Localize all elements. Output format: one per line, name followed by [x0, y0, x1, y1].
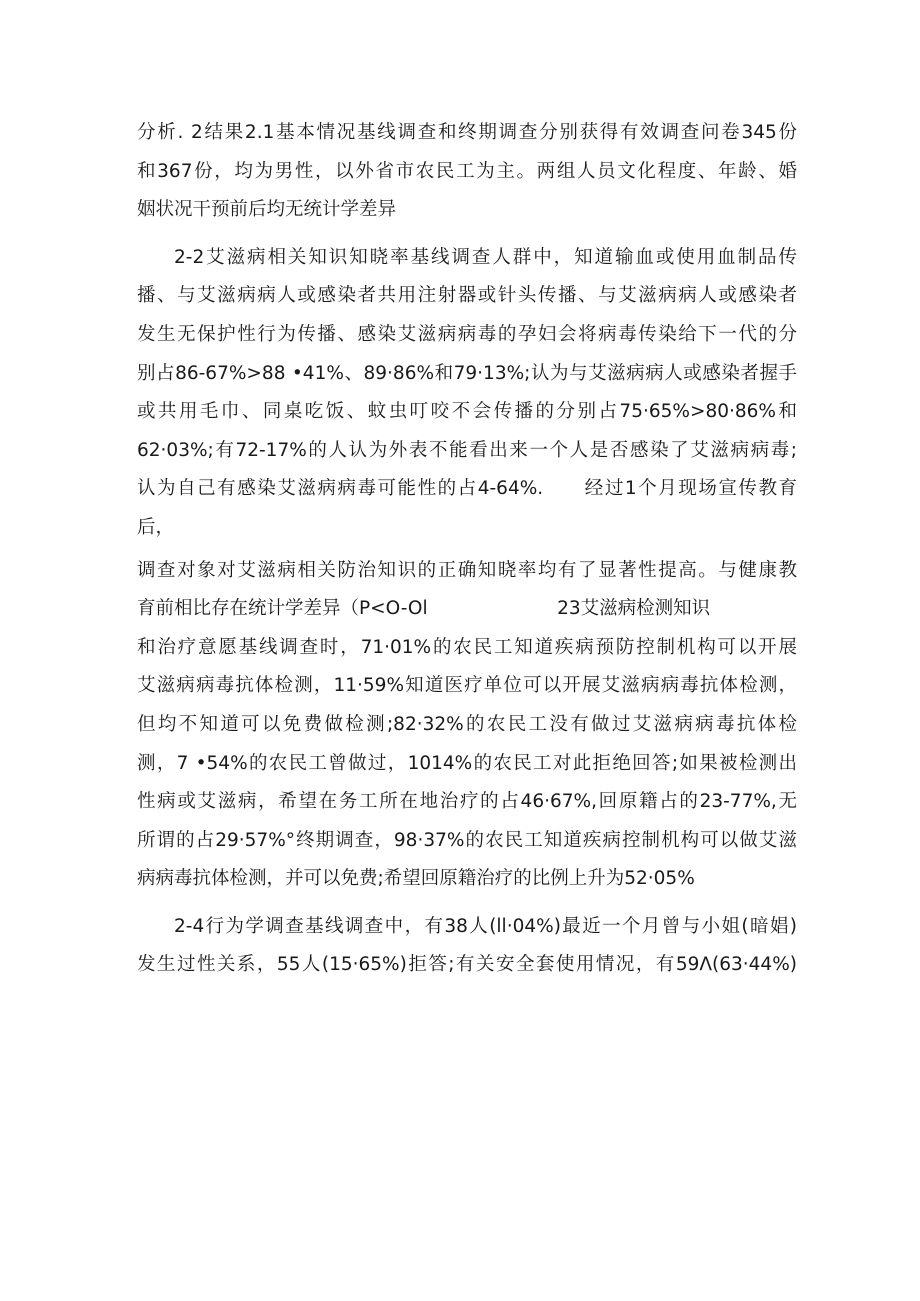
- text-line: 发生无保护性行为传播、感染艾滋病病毒的孕妇会将病毒传染给下一代的分: [137, 323, 797, 345]
- text-line: 2-4行为学调查基线调查中，有38人(ll·04%)最近一个月曾与小姐(暗娼): [174, 915, 797, 937]
- paragraph-behavior-survey: [137, 908, 797, 985]
- text-line: 艾滋病病毒抗体检测，11·59%知道医疗单位可以开展艾滋病病毒抗体检测，: [137, 675, 797, 697]
- body-text: [137, 114, 797, 985]
- text-line: 病病毒抗体检测，并可以免费;希望回原籍治疗的比例上升为52·05%: [137, 868, 695, 890]
- text-line: 62·03%;有72-17%的人认为外表不能看出来一个人是否感染了艾滋病病毒;: [137, 439, 797, 461]
- text-line: 分析. 2结果2.1基本情况基线调查和终期调查分别获得有效调查问卷345份: [137, 122, 797, 143]
- text-line: 别占86-67%>88 •41%、89·86%和79·13%;认为与艾滋病病人或感染者握手: [137, 362, 797, 384]
- paragraph-aids-knowledge: [137, 239, 797, 548]
- text-line: 调查对象对艾滋病相关防治知识的正确知晓率均有了显著性提高。与健康教: [137, 559, 797, 581]
- text-line: 所谓的占29·57%°终期调查，98·37%的农民工知道疾病控制机构可以做艾滋: [137, 829, 797, 851]
- text-line: 姻状况干预前后均无统计学差异: [137, 199, 397, 221]
- text-line: 2-2艾滋病相关知识知晓率基线调查人群中，知道输血或使用血制品传: [174, 246, 797, 268]
- text-line: 认为自己有感染艾滋病病毒可能性的占4-64%. 经过1个月现场宣传教育: [137, 478, 797, 500]
- text-line: 后，: [137, 516, 175, 538]
- text-line: 和367份，均为男性，以外省市农民工为主。两组人员文化程度、年龄、婚: [137, 160, 797, 182]
- text-line: 测，7 •54%的农民工曾做过，1014%的农民工对此拒绝回答;如果被检测出: [137, 752, 797, 774]
- text-line: 但均不知道可以免费做检测;82·32%的农民工没有做过艾滋病病毒抗体检: [137, 713, 797, 735]
- text-line: 播、与艾滋病病人或感染者共用注射器或针头传播、与艾滋病病人或感染者: [137, 285, 797, 307]
- text-line: 发生过性关系，55人(15·65%)拒答;有关安全套使用情况，有59Λ(63·44%): [137, 954, 797, 976]
- paragraph-testing-knowledge: [137, 552, 797, 899]
- text-line: 和治疗意愿基线调查时，71·01%的农民工知道疾病预防控制机构可以开展: [137, 636, 797, 658]
- text-line: 育前相比存在统计学差异（P<O-Ol 23艾滋病检测知识: [137, 598, 711, 620]
- text-line: 或共用毛巾、同桌吃饭、蚊虫叮咬不会传播的分别占75·65%>80·86%和: [137, 401, 797, 423]
- paragraph-results-basic: [137, 114, 797, 230]
- text-line: 性病或艾滋病，希望在务工所在地治疗的占46·67%,回原籍占的23-77%,无: [137, 791, 797, 813]
